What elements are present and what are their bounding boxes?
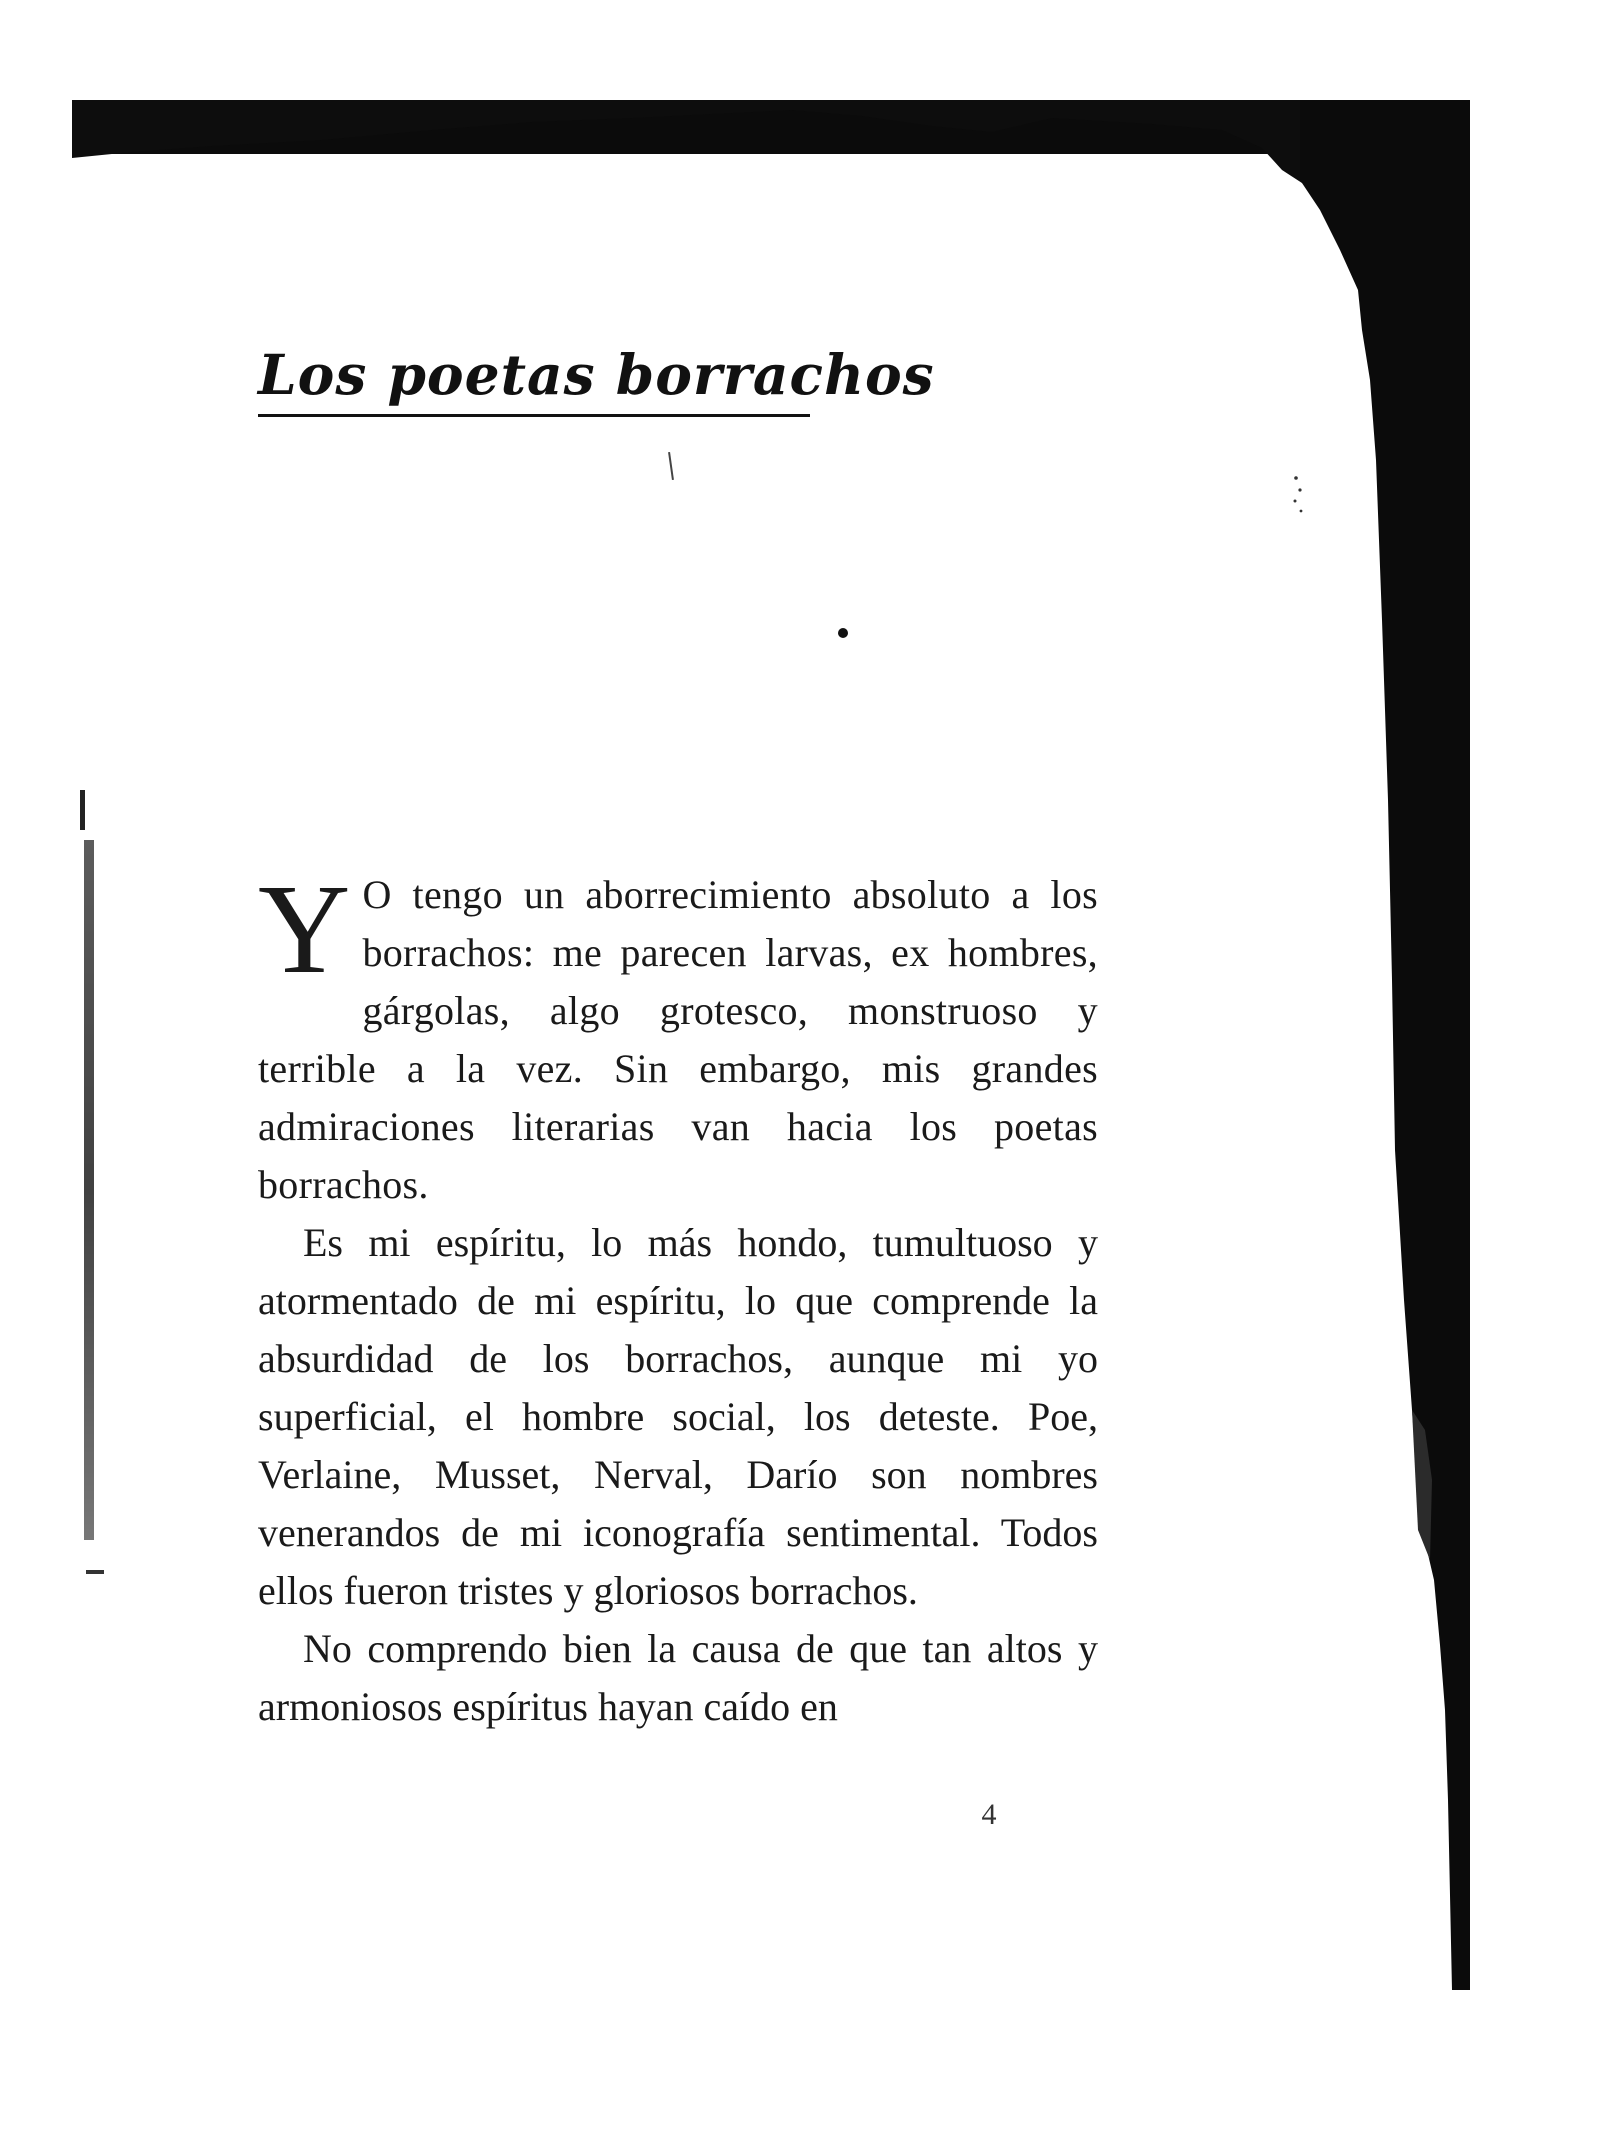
- paragraph: Es mi espíritu, lo más hondo, tumultuoso y atormentado de mi espíritu, lo que comprende la absurdidad de los borrachos, aunque mi yo superficial, el hombre social, los deteste. Poe, Verlaine, Musset, Nerval, Darío son nombres venerandos de mi iconografía sentimental. Todos ellos fueron tristes y gloriosos borrachos.: [258, 1220, 1098, 1613]
- paragraph: [258, 858, 1098, 1214]
- ink-mark: [668, 452, 674, 480]
- paragraph: No comprendo bien la causa de que tan altos y armoniosos espíritus hayan caído en: [258, 1626, 1098, 1729]
- ink-specks: [1288, 470, 1308, 520]
- left-edge-tick: [86, 1570, 104, 1574]
- page-number: 4: [981, 1798, 997, 1831]
- left-edge-line: [84, 840, 94, 1540]
- drop-cap: Y: [258, 858, 351, 1000]
- first-paragraph-text: O tengo un aborrecimiento absoluto a los borrachos: me parecen larvas, ex hombres, gárgolas, algo grotesco, monstruoso y terrible a la vez. Sin embargo, mis grandes admiraciones literarias van hacia los poetas borrachos.: [258, 872, 1098, 1207]
- page-title: Los poetas borrachos: [258, 342, 935, 407]
- left-edge-mark: [80, 790, 85, 830]
- body-text: [258, 858, 1098, 1736]
- scan-shadow-top-edge: [72, 100, 1452, 210]
- title-underline: [258, 414, 810, 417]
- scan-shadow-right: [1300, 100, 1470, 1990]
- ink-dot: [838, 628, 848, 638]
